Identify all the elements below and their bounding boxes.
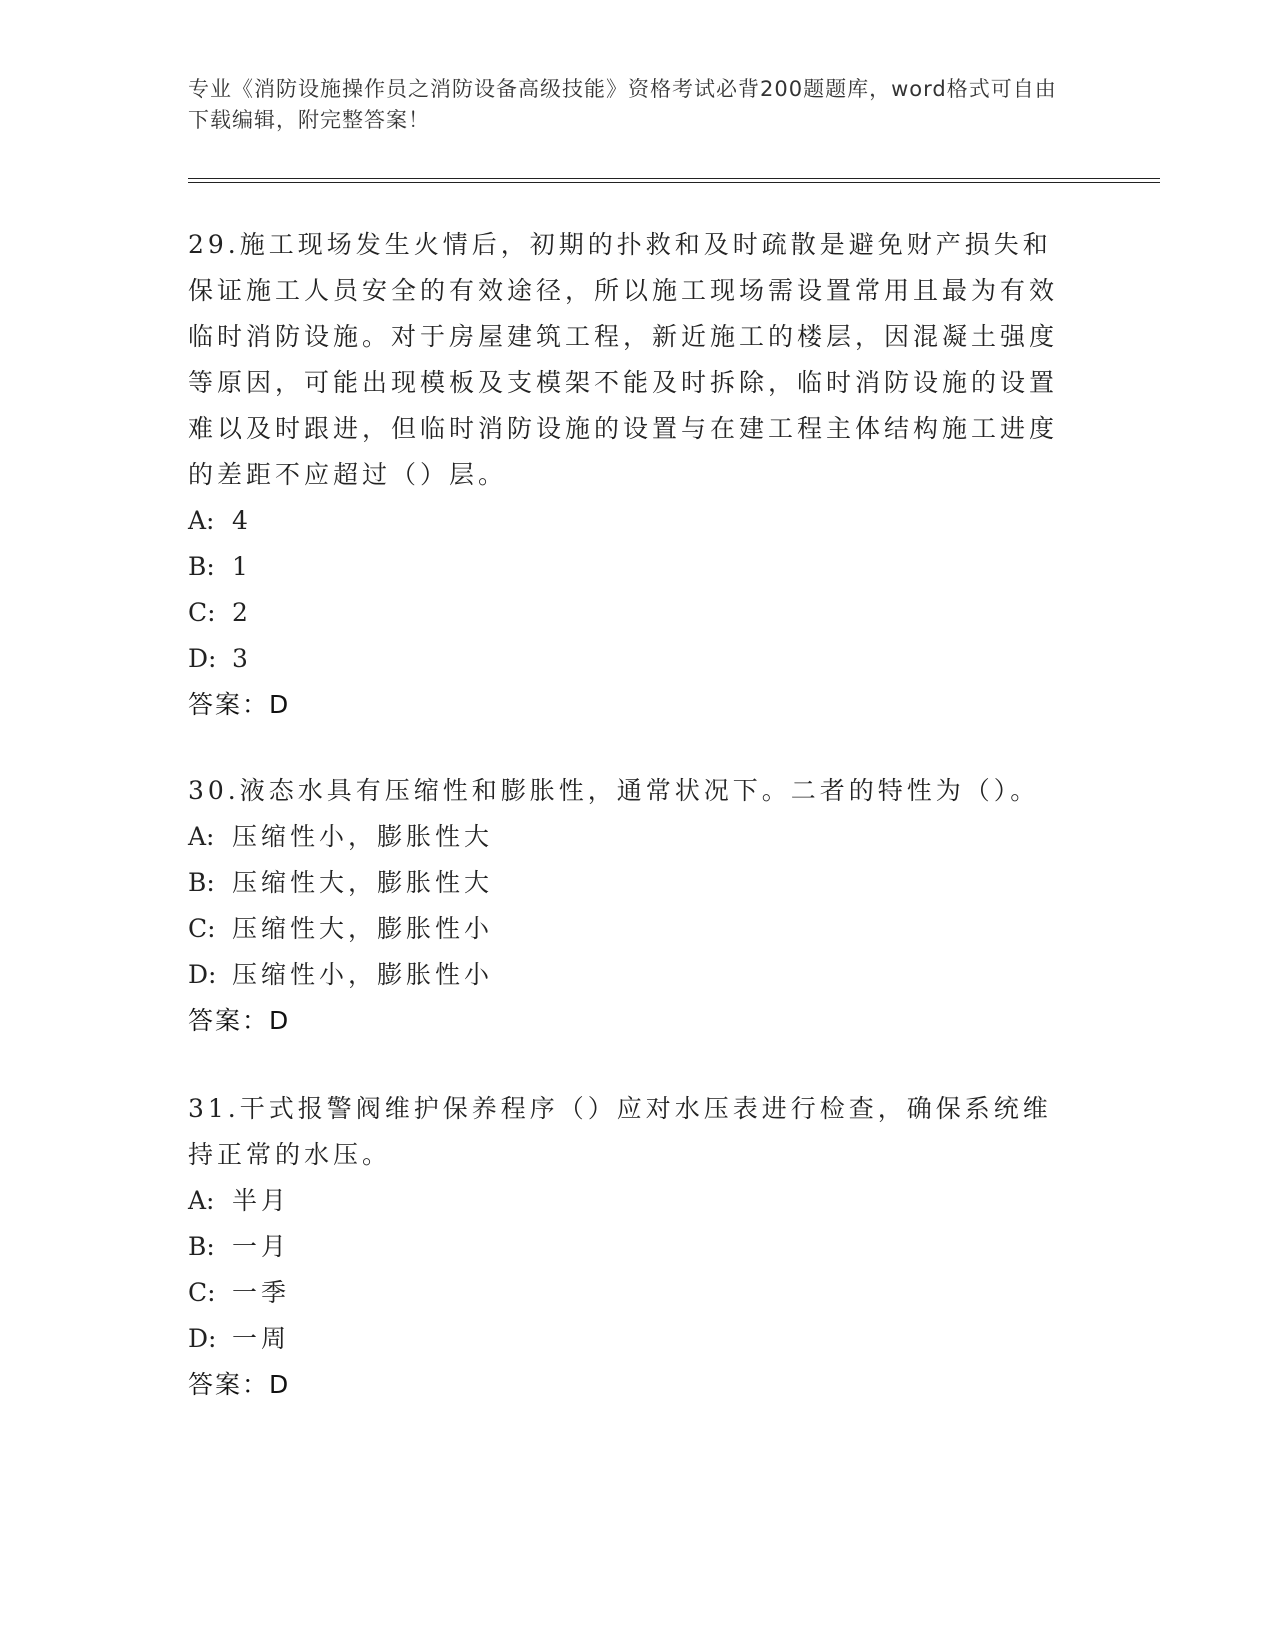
question-31 xyxy=(188,1086,1078,1408)
option-text: 2 xyxy=(232,598,252,627)
option-b xyxy=(188,544,1078,590)
option-d xyxy=(188,952,1078,998)
option-b xyxy=(188,860,1078,906)
option-text: 压缩性小，膨胀性大 xyxy=(232,822,494,851)
header-divider xyxy=(188,178,1160,183)
option-letter: D: xyxy=(188,1324,217,1353)
option-text: 1 xyxy=(232,552,252,581)
question-stem: 31.干式报警阀维护保养程序（）应对水压表进行检查，确保系统维持正常的水压。 xyxy=(188,1094,1052,1169)
option-text: 一月 xyxy=(232,1232,291,1261)
option-text: 3 xyxy=(232,644,252,673)
question-30 xyxy=(188,768,1078,1044)
option-b xyxy=(188,1224,1078,1270)
option-c xyxy=(188,906,1078,952)
option-c xyxy=(188,1270,1078,1316)
option-letter: D: xyxy=(188,644,217,673)
option-letter: A: xyxy=(188,506,215,535)
option-text: 4 xyxy=(232,506,252,535)
option-letter: B: xyxy=(188,1232,215,1261)
option-letter: B: xyxy=(188,552,215,581)
answer-line: 答案：D xyxy=(188,1006,291,1035)
option-text: 压缩性大，膨胀性小 xyxy=(232,914,494,943)
option-a xyxy=(188,814,1078,860)
option-d xyxy=(188,636,1078,682)
question-29 xyxy=(188,222,1078,728)
option-text: 一周 xyxy=(232,1324,291,1353)
option-letter: A: xyxy=(188,822,215,851)
option-a xyxy=(188,1178,1078,1224)
option-letter: C: xyxy=(188,914,216,943)
option-letter: C: xyxy=(188,1278,216,1307)
answer-line: 答案：D xyxy=(188,690,291,719)
option-letter: C: xyxy=(188,598,216,627)
option-letter: D: xyxy=(188,960,217,989)
question-stem: 30.液态水具有压缩性和膨胀性，通常状况下。二者的特性为（）。 xyxy=(188,776,1040,805)
document-header: 专业《消防设施操作员之消防设备高级技能》资格考试必背200题题库，word格式可自由下载编辑，附完整答案！ xyxy=(188,77,1057,132)
option-text: 一季 xyxy=(232,1278,291,1307)
option-d xyxy=(188,1316,1078,1362)
option-letter: B: xyxy=(188,868,215,897)
option-text: 半月 xyxy=(232,1186,291,1215)
answer-line: 答案：D xyxy=(188,1370,291,1399)
option-text: 压缩性小，膨胀性小 xyxy=(232,960,494,989)
option-a xyxy=(188,498,1078,544)
option-c xyxy=(188,590,1078,636)
option-letter: A: xyxy=(188,1186,215,1215)
option-text: 压缩性大，膨胀性大 xyxy=(232,868,494,897)
question-stem: 29.施工现场发生火情后，初期的扑救和及时疏散是避免财产损失和保证施工人员安全的有效途径，所以施工现场需设置常用且最为有效临时消防设施。对于房屋建筑工程，新近施工的楼层，因混凝土强度等原因，可能出现模板及支模架不能及时拆除，临时消防设施的设置难以及时跟进，但临时消防设施的设置与在建工程主体结构施工进度的差距不应超过（）层。 xyxy=(188,230,1059,489)
